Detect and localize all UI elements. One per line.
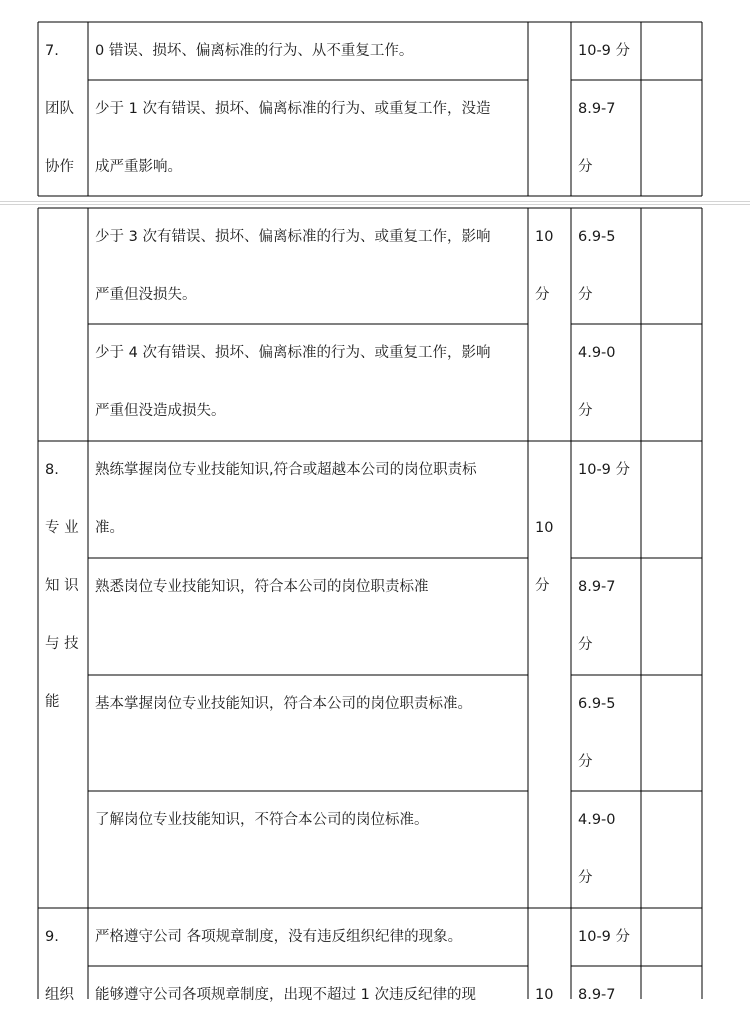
category-line: 团队 bbox=[45, 101, 74, 117]
grade-line: 分 bbox=[578, 287, 593, 303]
criterion-cell bbox=[95, 966, 476, 1024]
points-cell bbox=[535, 966, 553, 1024]
points-cell bbox=[535, 208, 553, 324]
category-line: 与 技 bbox=[45, 636, 79, 652]
category-cell bbox=[45, 441, 79, 731]
grade-line: 6.9-5 bbox=[578, 696, 616, 712]
category-line: 9. bbox=[45, 929, 59, 945]
grade-line: 8.9-7 bbox=[578, 101, 616, 117]
grade-line: 分 bbox=[578, 403, 593, 419]
criterion-line: 严重但没造成损失。 bbox=[95, 403, 226, 419]
criterion-cell bbox=[95, 441, 477, 557]
grade-line: 6.9-5 bbox=[578, 229, 616, 245]
points-line: 10 bbox=[535, 229, 554, 245]
points-line: 10 bbox=[535, 520, 554, 536]
grade-cell bbox=[578, 441, 630, 499]
criterion-line: 熟练掌握岗位专业技能知识,符合或超越本公司的岗位职责标 bbox=[95, 462, 477, 478]
grade-cell bbox=[578, 966, 616, 1024]
category-line: 7. bbox=[45, 43, 59, 59]
grade-line: 分 bbox=[578, 159, 593, 175]
grade-cell bbox=[578, 324, 616, 440]
criterion-cell bbox=[95, 675, 472, 733]
criterion-line: 少于 1 次有错误、损坏、偏离标准的行为、或重复工作，没造 bbox=[95, 101, 491, 117]
grade-line: 10-9 分 bbox=[578, 462, 631, 478]
grade-cell bbox=[578, 208, 616, 324]
criterion-cell bbox=[95, 558, 429, 616]
criterion-line: 基本掌握岗位专业技能知识，符合本公司的岗位职责标准。 bbox=[95, 696, 472, 712]
category-line: 知 识 bbox=[45, 578, 79, 594]
criterion-cell bbox=[95, 791, 429, 849]
criterion-line: 严重但没损失。 bbox=[95, 287, 197, 303]
category-cell bbox=[45, 22, 74, 196]
grade-line: 4.9-0 bbox=[578, 812, 616, 828]
grade-cell bbox=[578, 675, 616, 791]
criterion-cell bbox=[95, 22, 413, 80]
criterion-line: 少于 3 次有错误、损坏、偏离标准的行为、或重复工作，影响 bbox=[95, 229, 491, 245]
category-line: 能 bbox=[45, 694, 60, 710]
grade-line: 分 bbox=[578, 754, 593, 770]
category-cell bbox=[45, 908, 74, 1024]
grade-cell bbox=[578, 558, 616, 674]
grade-cell bbox=[578, 22, 630, 80]
criterion-line: 0 错误、损坏、偏离标准的行为、从不重复工作。 bbox=[95, 43, 414, 59]
category-line: 8. bbox=[45, 462, 59, 478]
criterion-line: 少于 4 次有错误、损坏、偏离标准的行为、或重复工作，影响 bbox=[95, 345, 491, 361]
points-line: 分 bbox=[535, 287, 550, 303]
grade-cell bbox=[578, 908, 630, 966]
category-line: 协作 bbox=[45, 159, 74, 175]
criterion-cell bbox=[95, 324, 490, 440]
grade-line: 8.9-7 bbox=[578, 987, 616, 1003]
category-line: 专 业 bbox=[45, 520, 79, 536]
grade-cell bbox=[578, 791, 616, 907]
grade-line: 8.9-7 bbox=[578, 579, 616, 595]
grade-line: 分 bbox=[578, 870, 593, 886]
criterion-line: 能够遵守公司各项规章制度，出现不超过 1 次违反纪律的现 bbox=[95, 987, 476, 1003]
criterion-line: 严格遵守公司 各项规章制度，没有违反组织纪律的现象。 bbox=[95, 929, 463, 945]
criterion-cell bbox=[95, 80, 490, 196]
grade-line: 10-9 分 bbox=[578, 929, 631, 945]
category-line: 组织 bbox=[45, 987, 74, 1003]
criterion-line: 成严重影响。 bbox=[95, 159, 182, 175]
criterion-cell bbox=[95, 208, 490, 324]
criterion-line: 熟悉岗位专业技能知识，符合本公司的岗位职责标准 bbox=[95, 579, 429, 595]
criterion-line: 准。 bbox=[95, 520, 124, 536]
grade-line: 分 bbox=[578, 637, 593, 653]
points-line: 分 bbox=[535, 578, 550, 594]
criterion-line: 了解岗位专业技能知识，不符合本公司的岗位标准。 bbox=[95, 812, 429, 828]
grade-cell bbox=[578, 80, 616, 196]
points-line: 10 bbox=[535, 987, 554, 1003]
page-break-line bbox=[0, 204, 750, 205]
grade-line: 4.9-0 bbox=[578, 345, 616, 361]
page-break-line bbox=[0, 201, 750, 202]
grade-line: 10-9 分 bbox=[578, 43, 631, 59]
criterion-cell bbox=[95, 908, 462, 966]
points-cell bbox=[535, 499, 553, 615]
